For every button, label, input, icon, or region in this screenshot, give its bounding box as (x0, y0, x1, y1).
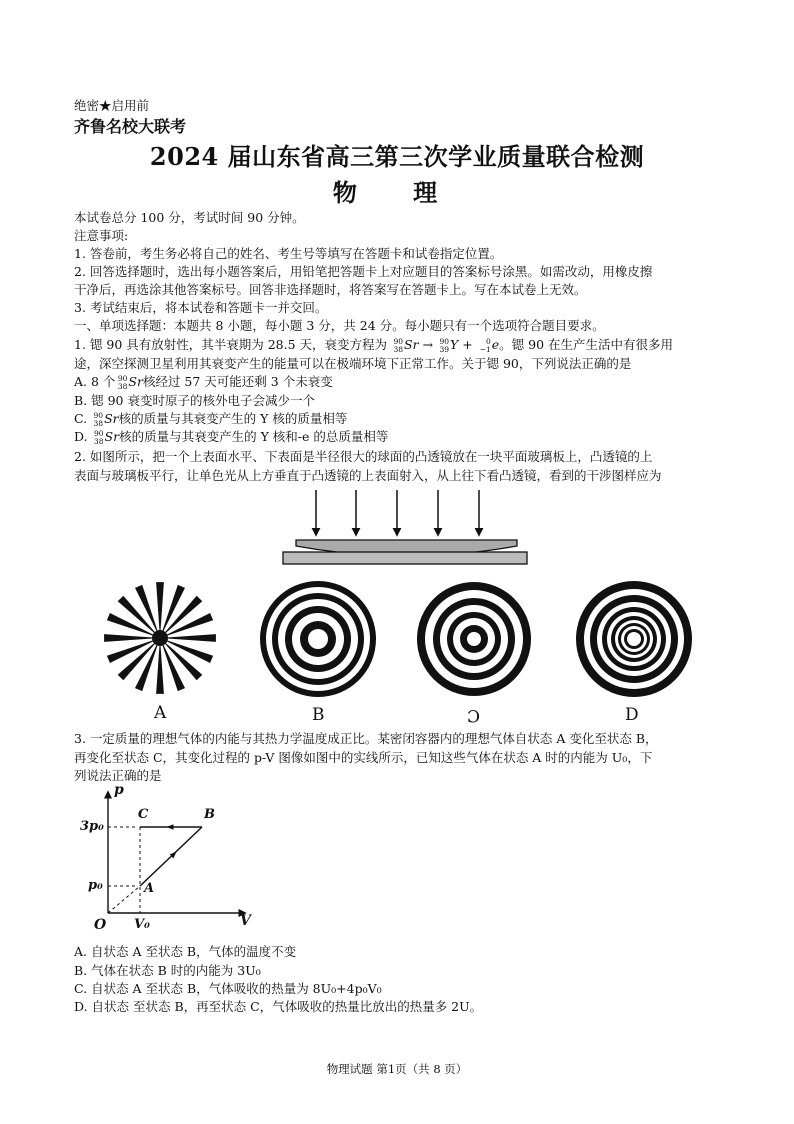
point-c-label: C (138, 807, 149, 822)
q3-option-d: D. 自状态 至状态 B，再至状态 C，气体吸收的热量比放出的热量多 2U。 (74, 999, 483, 1014)
note-1: 1. 答卷前，考生务必将自己的姓名、考生号等填写在答题卡和试卷指定位置。 (74, 246, 503, 261)
tick-p0: p₀ (88, 878, 103, 893)
sr-symbol: Sr (404, 337, 419, 352)
note-2b: 干净后，再选涂其他答案标号。回答非选择题时，将答案写在答题卡上。写在本试卷上无效。 (74, 282, 587, 297)
process-a-to-b (140, 827, 202, 886)
q3-option-c: C. 自状态 A 至状态 B，气体吸收的热量为 8U₀+4p₀V₀ (74, 981, 382, 996)
q1-option-d-pre: D. (74, 429, 88, 444)
q3-line-3: 列说法正确的是 (74, 768, 162, 783)
plus-sign: + (462, 337, 473, 352)
sr-nuclide-a: 90 38 (117, 373, 128, 391)
tick-3p0: 3p₀ (80, 819, 104, 834)
q1-option-d-post: 核的质量与其衰变产生的 Y 核和-e 的总质量相等 (119, 429, 389, 444)
page-title: 2024 届山东省高三第三次学业质量联合检测 (149, 142, 645, 171)
q2-line-1: 2. 如图所示，把一个上表面水平、下表面是半径很大的球面的凸透镜放在一块平面玻璃板上，凸透镜的上 (74, 449, 653, 464)
score-line: 本试卷总分 100 分，考试时间 90 分钟。 (74, 210, 305, 225)
q3-line-1: 3. 一定质量的理想气体的内能与其热力学温度成正比。某密闭容器内的理想气体自状态 A 变化至状态 B， (74, 731, 658, 746)
q1-option-a-pre: A. 8 个 (74, 374, 116, 389)
p-axis-label: p (114, 782, 124, 798)
page-footer: 物理试题 第1页（共 8 页） (326, 1062, 468, 1076)
point-b-label: B (204, 807, 215, 822)
pattern-label-d: D (625, 705, 639, 725)
reaction-arrow: → (422, 337, 434, 352)
secret-label: 绝密★启用前 (74, 98, 150, 113)
point-a-label: A (144, 881, 155, 896)
sr-symbol-d: Sr (104, 429, 120, 444)
pattern-label-b: B (312, 705, 325, 725)
sr-nuclide-d: 90 38 (94, 428, 104, 446)
union-name: 齐鲁名校大联考 (74, 117, 187, 136)
y-nuclide-notation: 90 39 (439, 336, 450, 354)
e-symbol: e (491, 337, 500, 352)
q3-option-b: B. 气体在状态 B 时的内能为 3U₀ (74, 963, 261, 978)
note-2a: 2. 回答选择题时，选出每小题答案后，用铅笔把答题卡上对应题目的答案标号涂黑。如需改动，用橡皮擦 (74, 264, 653, 279)
tick-v0: V₀ (134, 917, 150, 932)
sr-nuclide-c: 90 38 (93, 410, 104, 428)
q2-line-2: 表面与玻璃板平行，让单色光从上方垂直于凸透镜的上表面射入，从上往下看凸透镜，看到的干涉图样应为 (74, 468, 662, 483)
q1-option-a-post: 核经过 57 天可能还剩 3 个未衰变 (142, 374, 333, 389)
q3-line-2: 再变化至状态 C，其变化过程的 p-V 图像如图中的实线所示，已知这些气体在状态 A 时的内能为 U₀，下 (74, 750, 653, 765)
note-3: 3. 考试结束后，将本试卷和答题卡一并交回。 (74, 300, 328, 315)
y-symbol: Y (450, 337, 459, 352)
e-nuclide-notation: 0 −1 (479, 336, 491, 354)
origin-label: O (94, 917, 107, 933)
subject-title: 物 理 (332, 178, 462, 207)
q1-line-2: 途，深空探测卫星利用其衰变产生的能量可以在极端环境下正常工作。关于锶 90，下列说法正确的是 (74, 356, 632, 371)
q1-line1-post: 。锶 90 在生产生活中有很多用 (499, 337, 674, 352)
pattern-label-c: C (467, 705, 481, 725)
q3-option-a: A. 自状态 A 至状态 B，气体的温度不变 (74, 944, 297, 959)
sr-symbol-a: Sr (128, 374, 143, 389)
notes-title: 注意事项: (74, 228, 129, 243)
sr-symbol-c: Sr (104, 411, 119, 426)
pattern-label-a: A (154, 703, 167, 723)
sr-nuclide-notation: 90 38 (393, 336, 404, 354)
q1-option-c-post: 核的质量与其衰变产生的 Y 核的质量相等 (118, 411, 348, 426)
v-axis-label: V (240, 913, 251, 929)
q1-option-c-pre: C. (74, 411, 88, 426)
q1-line1-pre: 1. 锶 90 具有放射性，其半衰期为 28.5 天，衰变方程为 (74, 337, 388, 352)
q1-option-b: B. 锶 90 衰变时原子的核外电子会减少一个 (74, 393, 315, 408)
section-1-header: 一、单项选择题：本题共 8 小题，每小题 3 分，共 24 分。每小题只有一个选项符合题目要求。 (74, 318, 605, 333)
origin-extension-dashed (108, 886, 140, 913)
